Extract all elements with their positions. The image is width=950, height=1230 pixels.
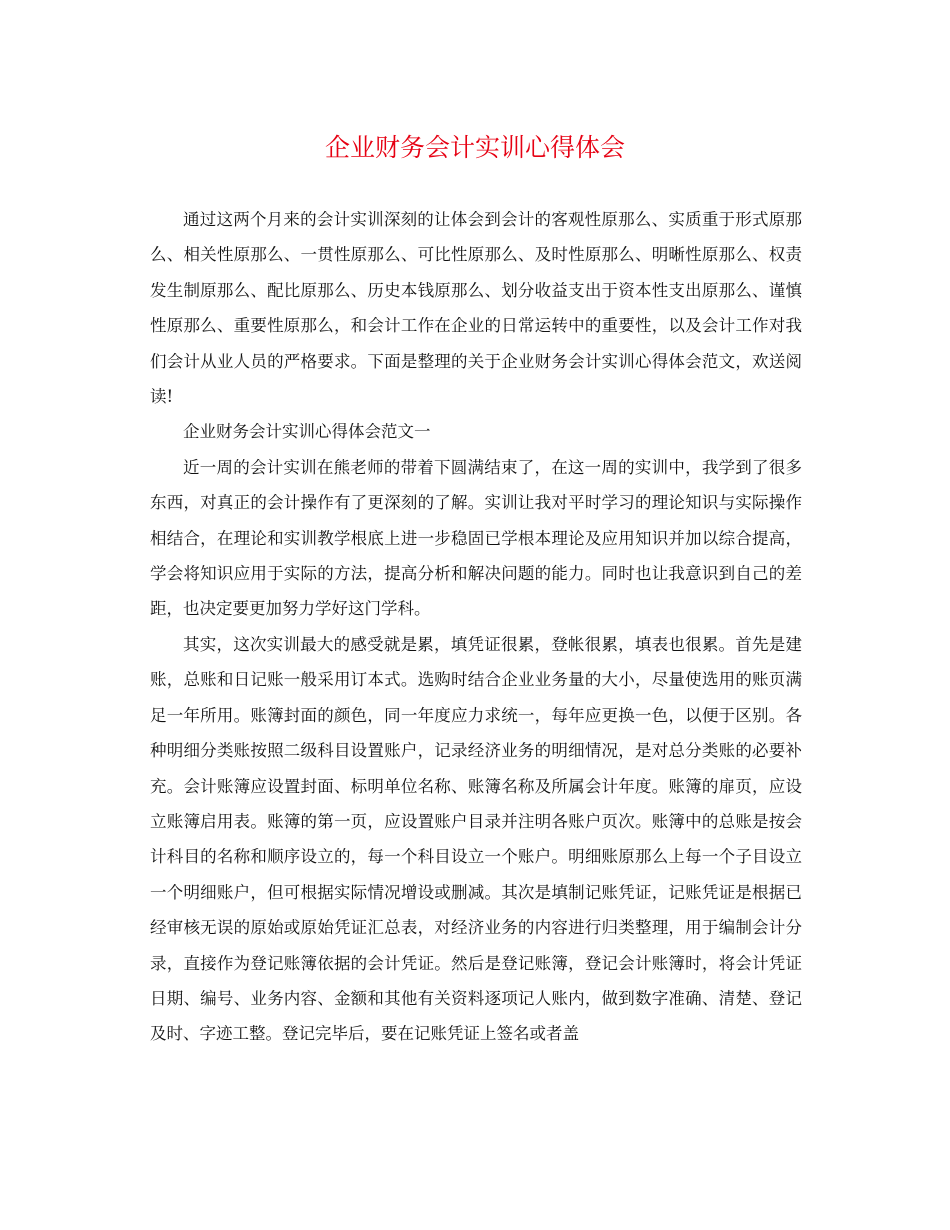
paragraph-subheading: 企业财务会计实训心得体会范文一 xyxy=(183,422,431,442)
paragraph-intro: 通过这两个月来的会计实训深刻的让体会到会计的客观性原那么、实质重于形式原那么、相关性原那么、一贯性原那么、可比性原那么、及时性原那么、明晰性原那么、权责发生制原那么、配比原那么、历史本钱原那么、划分收益支出于资本性支出原那么、谨慎性原那么、重要性原那么，和会计工作在企业的日常运转中的重要性，以及会计工作对我们会计从业人员的严格要求。下面是整理的关于企业财务会计实训心得体会范文，欢送阅读! xyxy=(150,210,802,407)
document-title: 企业财务会计实训心得体会 xyxy=(324,133,625,162)
paragraph-sample-one: 近一周的会计实训在熊老师的带着下圆满结束了，在这一周的实训中，我学到了很多东西，对真正的会计操作有了更深刻的了解。实训让我对平时学习的理论知识与实际操作相结合，在理论和实训教学根底上进一步稳固已学根本理论及应用知识并加以综合提高，学会将知识应用于实际的方法，提高分析和解决问题的能力。同时也让我意识到自己的差距，也决定要更加努力学好这门学科。 xyxy=(150,457,802,619)
document-body xyxy=(150,202,802,1052)
paragraph-experience: 其实，这次实训最大的感受就是累，填凭证很累，登帐很累，填表也很累。首先是建账，总账和日记账一般采用订本式。选购时结合企业业务量的大小，尽量使选用的账页满足一年所用。账簿封面的颜色，同一年度应力求统一，每年应更换一色，以便于区别。各种明细分类账按照二级科目设置账户，记录经济业务的明细情况，是对总分类账的必要补充。会计账簿应设置封面、标明单位名称、账簿名称及所属会计年度。账簿的扉页，应设立账簿启用表。账簿的第一页，应设置账户目录并注明各账户页次。账簿中的总账是按会计科目的名称和顺序设立的，每一个科目设立一个账户。明细账原那么上每一个子目设立一个明细账户，但可根据实际情况增设或删减。其次是填制记账凭证，记账凭证是根据已经审核无误的原始或原始凭证汇总表，对经济业务的内容进行归类整理，用于编制会计分录，直接作为登记账簿依据的会计凭证。然后是登记账簿，登记会计账簿时，将会计凭证日期、编号、业务内容、金额和其他有关资料逐项记人账内，做到数字准确、清楚、登记及时、字迹工整。登记完毕后，要在记账凭证上签名或者盖 xyxy=(150,634,802,1044)
